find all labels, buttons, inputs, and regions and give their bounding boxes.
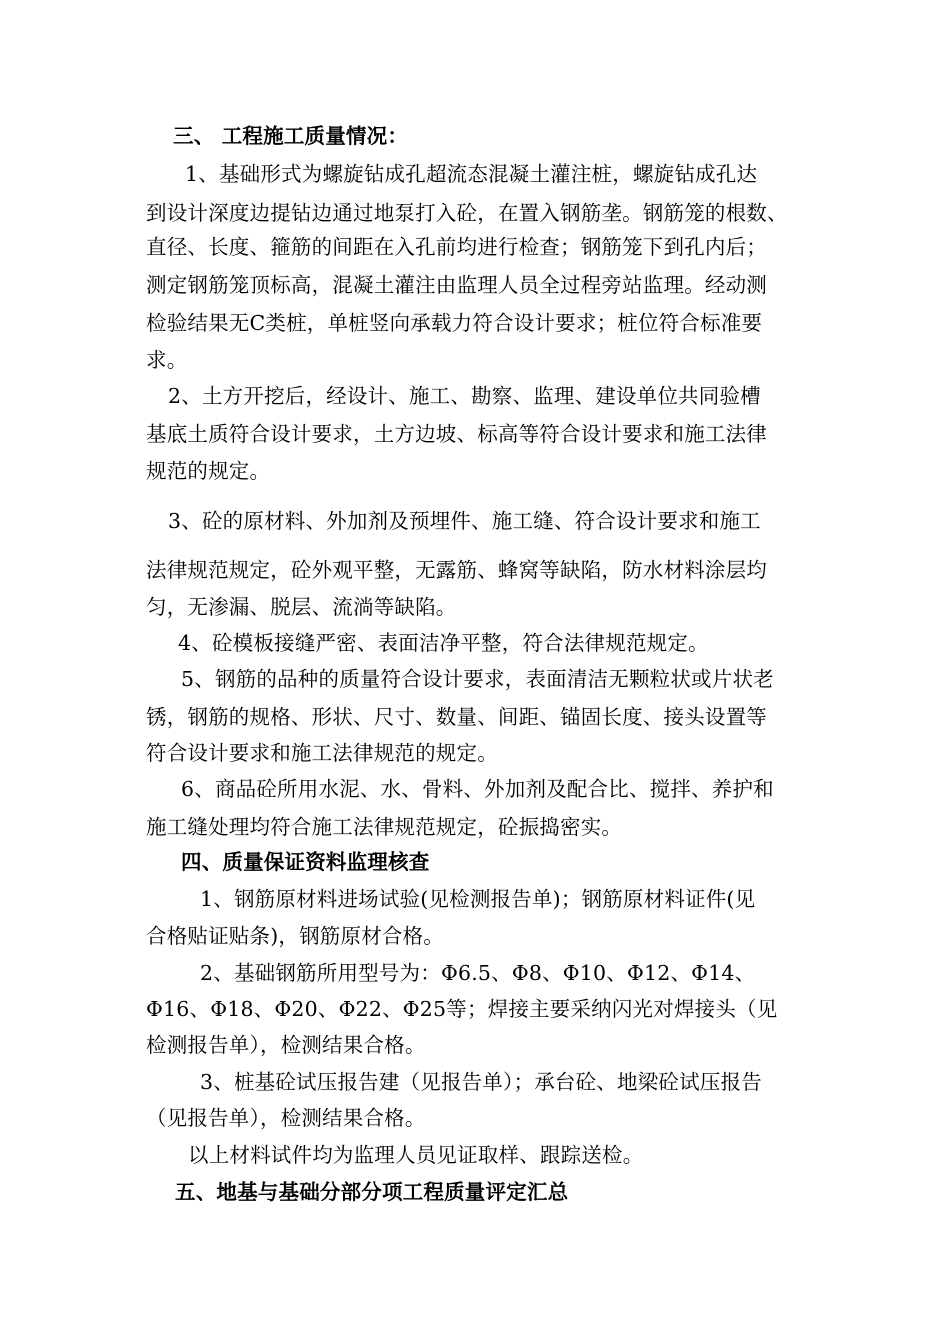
section-3-item-1-line-3: 直径、长度、箍筋的间距在入孔前均进行检查；钢筋笼下到孔内后； bbox=[146, 235, 767, 259]
section-3-item-6-line-1: 6、商品砼所用水泥、水、骨料、外加剂及配合比、搅拌、养护和 bbox=[181, 777, 774, 801]
section-3-item-6-line-2: 施工缝处理均符合施工法律规范规定，砼振捣密实。 bbox=[146, 815, 623, 839]
section-3-item-5-line-2: 锈，钢筋的规格、形状、尺寸、数量、间距、锚固长度、接头设置等 bbox=[146, 705, 767, 729]
section-3-item-3-line-2: 法律规范规定，砼外观平整，无露筋、蜂窝等缺陷，防水材料涂层均 bbox=[146, 558, 767, 582]
section-4-heading: 四、质量保证资料监理核查 bbox=[181, 850, 430, 874]
section-5-heading: 五、地基与基础分部分项工程质量评定汇总 bbox=[175, 1180, 569, 1204]
section-3-item-1-line-4: 测定钢筋笼顶标高，混凝土灌注由监理人员全过程旁站监理。经动测 bbox=[146, 273, 767, 297]
section-3-item-5-line-1: 5、钢筋的品种的质量符合设计要求，表面清洁无颗粒状或片状老 bbox=[181, 667, 774, 691]
section-3-item-2-line-2: 基底土质符合设计要求，土方边坡、标高等符合设计要求和施工法律 bbox=[146, 422, 767, 446]
section-3-item-1-line-6: 求。 bbox=[146, 348, 188, 372]
section-3-item-1-line-1: 1、基础形式为螺旋钻成孔超流态混凝土灌注桩，螺旋钻成孔达 bbox=[185, 162, 758, 186]
section-3-item-5-line-3: 符合设计要求和施工法律规范的规定。 bbox=[146, 741, 498, 765]
section-3-item-2-line-3: 规范的规定。 bbox=[146, 459, 271, 483]
section-3-item-1-line-2: 到设计深度边提钻边通过地泵打入砼，在置入钢筋垄。钢筋笼的根数、 bbox=[146, 201, 788, 225]
section-4-item-1-line-1: 1、钢筋原材料进场试验(见检测报告单)；钢筋原材料证件(见 bbox=[200, 887, 756, 911]
section-3-heading: 三、 工程施工质量情况： bbox=[173, 124, 409, 148]
section-3-item-3-line-3: 匀，无渗漏、脱层、流淌等缺陷。 bbox=[146, 595, 457, 619]
section-4-item-2-line-1: 2、基础钢筋所用型号为：Φ6.5、Φ8、Φ10、Φ12、Φ14、 bbox=[200, 961, 756, 985]
section-4-item-3-line-1: 3、桩基砼试压报告建（见报告单）；承台砼、地梁砼试压报告 bbox=[200, 1070, 762, 1094]
section-3-item-4-line-1: 4、砼模板接缝严密、表面洁净平整，符合法律规范规定。 bbox=[178, 631, 709, 655]
section-3-item-3-line-1: 3、砼的原材料、外加剂及预埋件、施工缝、符合设计要求和施工 bbox=[168, 509, 761, 533]
section-4-item-2-line-3: 检测报告单），检测结果合格。 bbox=[146, 1033, 426, 1057]
section-3-item-2-line-1: 2、土方开挖后，经设计、施工、勘察、监理、建设单位共同验槽 bbox=[168, 384, 761, 408]
section-4-item-2-line-2: Φ16、Φ18、Φ20、Φ22、Φ25等；焊接主要采纳闪光对焊接头（见 bbox=[146, 997, 778, 1021]
section-3-item-1-line-5: 检验结果无C类桩，单桩竖向承载力符合设计要求；桩位符合标准要 bbox=[146, 311, 763, 335]
section-4-item-3-line-2: （见报告单），检测结果合格。 bbox=[146, 1106, 426, 1130]
section-4-note: 以上材料试件均为监理人员见证取样、跟踪送检。 bbox=[188, 1143, 644, 1167]
section-4-item-1-line-2: 合格贴证贴条)，钢筋原材合格。 bbox=[146, 924, 444, 948]
